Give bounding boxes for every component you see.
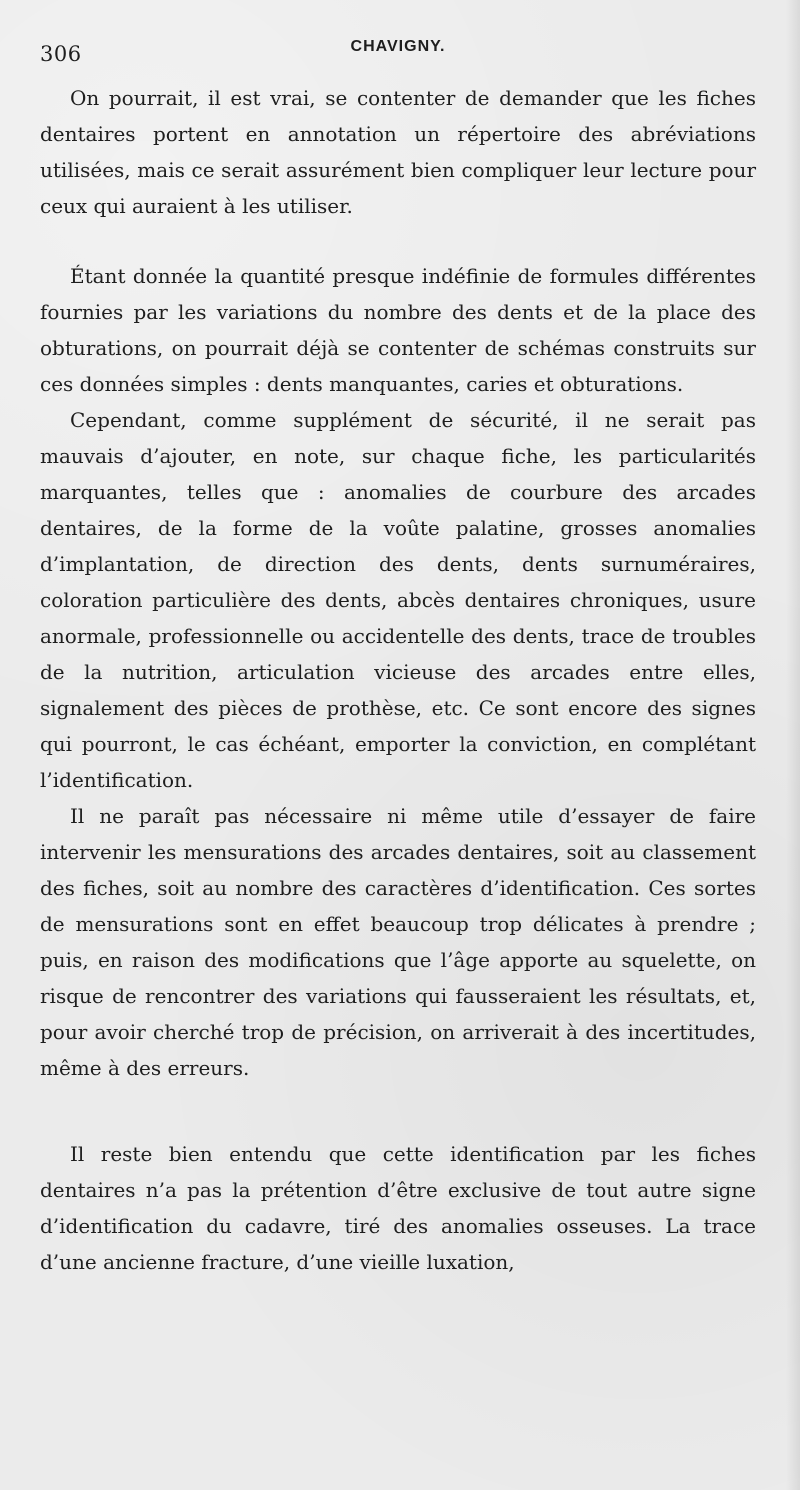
paragraph-3: Cependant, comme supplément de sécurité, il ne serait pas mauvais d’ajouter, en note, sur chaque fiche, les particularités marquantes, telles que : anomalies de courbure des arcades dentaires, de la forme de la voûte palatine, grosses anomalies d’implantation, de direction des dents, dents surnuméraires, coloration particulière des dents, abcès dentaires chroniques, usure anormale, professionnelle ou accidentelle des dents, trace de troubles de la nutrition, articulation vicieuse des arcades entre elles, signalement des pièces de prothèse, etc. Ce sont encore des signes qui pourront, le cas échéant, emporter la conviction, en complétant l’identification. xyxy=(40,408,756,792)
paragraph-4: Il ne paraît pas nécessaire ni même utile d’essayer de faire intervenir les mensurations des arcades dentaires, soit au classement des fiches, soit au nombre des caractères d’identification. Ces sortes de mensurations sont en effet beaucoup trop délicates à prendre ; puis, en raison des modifications que l’âge apporte au squelette, on risque de rencontrer des variations qui fausseraient les résultats, et, pour avoir cherché trop de précision, on arriverait à des incertitudes, même à des erreurs. xyxy=(40,804,756,1080)
running-title: CHAVIGNY. xyxy=(350,38,446,55)
paragraph-1: On pourrait, il est vrai, se contenter de demander que les fiches dentaires portent en annotation un répertoire des abréviations utilisées, mais ce serait assurément bien compliquer leur lecture pour ceux qui auraient à les utiliser. xyxy=(40,86,756,218)
paragraph-5: Il reste bien entendu que cette identification par les fiches dentaires n’a pas la prétention d’être exclusive de tout autre signe d’identification du cadavre, tiré des anomalies osseuses. La trace d’une ancienne fracture, d’une vieille luxation, xyxy=(40,1142,756,1274)
page-number: 306 xyxy=(40,42,82,66)
page-content xyxy=(40,80,756,1280)
paragraph-2: Étant donnée la quantité presque indéfinie de formules différentes fournies par les variations du nombre des dents et de la place des obturations, on pourrait déjà se contenter de schémas construits sur ces données simples : dents manquantes, caries et obturations. xyxy=(40,264,756,396)
running-head xyxy=(40,34,756,74)
